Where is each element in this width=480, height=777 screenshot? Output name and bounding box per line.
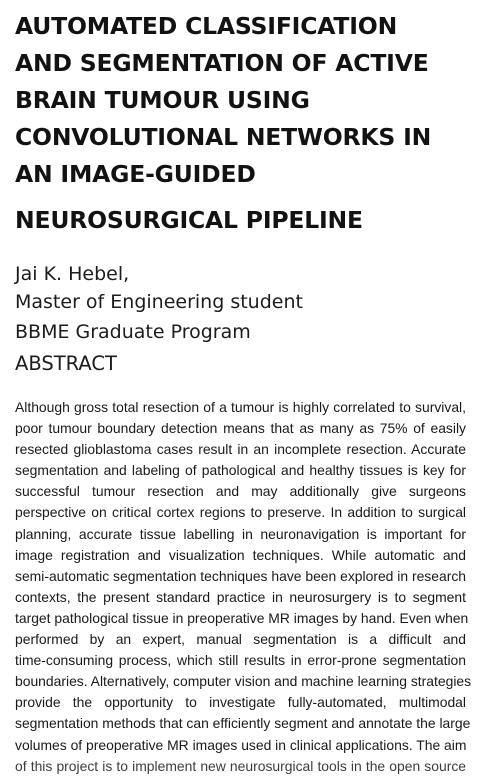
paper-title xyxy=(15,8,475,239)
abstract-body xyxy=(15,397,472,777)
title-line: AN IMAGE-GUIDED xyxy=(15,160,256,188)
abstract-line: Although gross total resection of a tumour is highly correlated to survival, xyxy=(15,399,466,415)
author-role: Master of Engineering student xyxy=(15,291,303,313)
abstract-line: performed by an expert, manual segmentation is a difficult and xyxy=(15,631,466,648)
title-line: AUTOMATED CLASSIFICATION xyxy=(15,12,398,40)
abstract-line: segmentation and labeling of pathological and healthy tissues is key for xyxy=(15,462,466,479)
title-line: NEUROSURGICAL PIPELINE xyxy=(15,206,363,234)
abstract-line: time-consuming process, which still results in error-prone segmentation xyxy=(15,652,466,669)
author-name: Jai K. Hebel, xyxy=(15,263,130,285)
title-line: AND SEGMENTATION OF ACTIVE xyxy=(15,49,429,77)
abstract-line: perspective on critical cortex regions to preserve. In addition to surgical xyxy=(15,504,466,521)
abstract-line: image registration and visualization techniques. While automatic and xyxy=(15,546,466,563)
title-line: BRAIN TUMOUR USING xyxy=(15,86,310,114)
abstract-line: of this project is to implement new neurosurgical tools in the open source xyxy=(15,757,466,774)
abstract-line: successful tumour resection and may additionally give surgeons xyxy=(15,483,466,500)
abstract-line: target pathological tissue in preoperative MR images by hand. Even when xyxy=(15,609,469,626)
abstract-line: planning, accurate tissue labelling in neuronavigation is important for xyxy=(15,525,466,542)
author-block xyxy=(15,260,303,346)
abstract-line: poor tumour boundary detection means that as many as 75% of easily xyxy=(15,420,466,437)
abstract-line: semi-automatic segmentation techniques have been explored in research xyxy=(15,567,466,584)
abstract-line: contexts, the present standard practice in neurosurgery is to segment xyxy=(15,588,466,605)
abstract-line: volumes of preoperative MR images used in clinical applications. The aim xyxy=(15,736,467,753)
author-program: BBME Graduate Program xyxy=(15,321,251,343)
abstract-line: boundaries. Alternatively, computer vision and machine learning strategies xyxy=(15,673,472,690)
abstract-heading: ABSTRACT xyxy=(15,352,117,375)
abstract-line: resected glioblastoma cases result in an incomplete resection. Accurate xyxy=(15,441,466,458)
title-line: CONVOLUTIONAL NETWORKS IN xyxy=(15,123,432,151)
abstract-line: segmentation methods that can efficiently segment and annotate the large xyxy=(15,715,471,732)
abstract-line: provide the opportunity to investigate fully-automated, multimodal xyxy=(15,694,466,711)
